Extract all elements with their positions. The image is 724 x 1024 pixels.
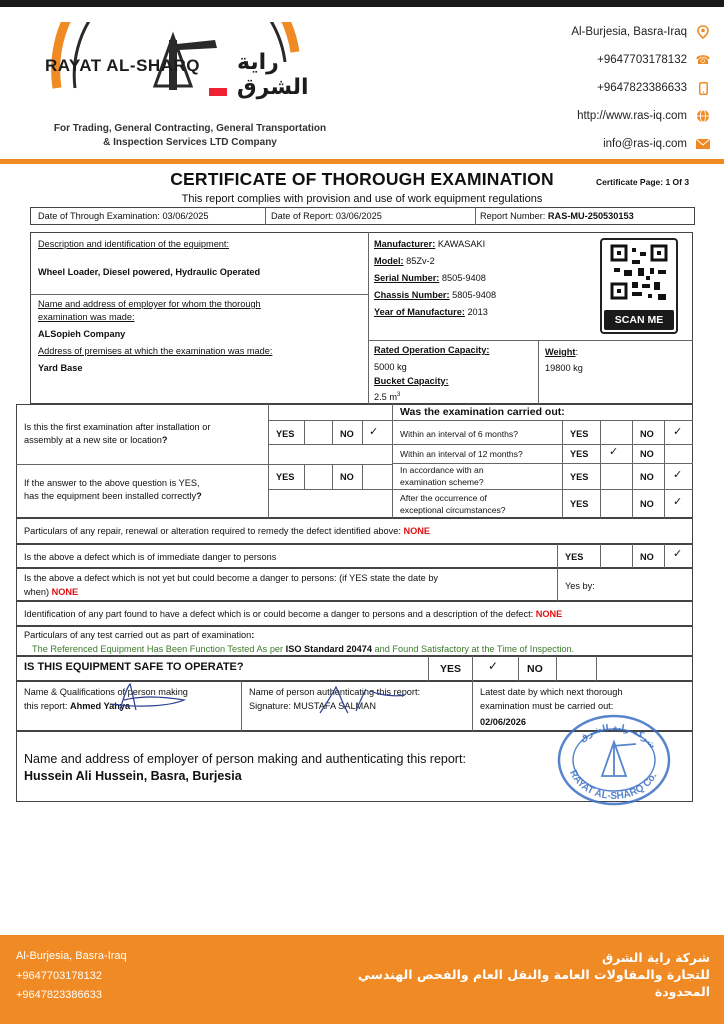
after-no[interactable]: NO	[640, 499, 654, 509]
footer-ar-line-3: المحدودة	[654, 984, 710, 999]
logo-text-ar: راية الشرق	[237, 50, 309, 100]
i12-yes-check: ✓	[609, 446, 619, 458]
weight-label: Weight	[545, 347, 576, 357]
q1-no[interactable]: NO	[340, 429, 354, 439]
email-link[interactable]: info@ras-iq.com	[603, 138, 687, 150]
employer-value: ALSopieh Company	[38, 329, 126, 339]
auth-label-2: Signature: MUSTAFA SALMAN	[249, 701, 376, 711]
model-value: 85Zv-2	[406, 256, 435, 266]
year-value: 2013	[467, 307, 488, 317]
i12-yes[interactable]: YES	[570, 449, 589, 459]
contact-phone-2	[490, 74, 710, 102]
envelope-icon	[696, 137, 710, 151]
test-value-2: and Found Satisfactory at the Time of Inspection.	[371, 644, 575, 654]
footer	[0, 935, 724, 1024]
globe-icon	[696, 109, 710, 123]
after-no-check: ✓	[673, 496, 683, 508]
footer-ar-line-2: للتجارة والمقاولات العامة والنقل العام والفحص الهندسي	[358, 967, 710, 982]
address-text: Al-Burjesia, Basra-Iraq	[571, 26, 687, 38]
q1-line2	[24, 434, 168, 446]
q1-line1: Is this the first examination after installation or	[24, 422, 211, 432]
test-label	[24, 629, 254, 641]
footer-contact	[16, 947, 127, 1006]
q2-yes[interactable]: YES	[276, 472, 295, 482]
danger-text: Is the above a defect which is of immediate danger to persons	[24, 552, 277, 562]
mobile-icon	[696, 81, 710, 95]
footer-ar-line-1: شركة راية الشرق	[601, 950, 710, 965]
safe-yes[interactable]: YES	[440, 663, 462, 675]
weight-colon: :	[575, 347, 579, 357]
bucket-value	[374, 389, 400, 403]
premises-value: Yard Base	[38, 363, 83, 373]
desc-label: Description and identification of the equipment:	[38, 239, 230, 249]
maker-value: Ahmed Yahya	[69, 701, 131, 711]
q2-line2-text: has the equipment been installed correctly	[24, 491, 197, 501]
q2-line2	[24, 490, 202, 502]
tagline-line-2: & Inspection Services LTD Company	[103, 137, 277, 148]
model	[374, 255, 435, 267]
test-value-1: The Referenced Equipment Has Been Function Tested As per	[32, 644, 286, 654]
year-label: Year of Manufacture:	[374, 307, 465, 317]
danger-no-check: ✓	[673, 548, 683, 560]
q1-mark: ?	[161, 435, 168, 445]
q1-yes[interactable]: YES	[276, 429, 295, 439]
footer-company-ar	[358, 949, 710, 1000]
footer-phone-2[interactable]: +9647823386633	[16, 989, 102, 1001]
serial-label: Serial Number:	[374, 273, 440, 283]
top-dark-bar	[0, 0, 724, 7]
q1-line2-text: assembly at a new site or location	[24, 435, 162, 445]
scheme-2: examination scheme?	[400, 477, 484, 487]
company-logo	[45, 22, 345, 102]
certificate-title: CERTIFICATE OF THOROUGH EXAMINATION	[170, 169, 554, 189]
q1-no-check: ✓	[369, 426, 379, 438]
bucket-unit-sup: 3	[396, 392, 401, 398]
phone-2-text[interactable]: +9647823386633	[597, 82, 687, 94]
report-number-value: RAS-MU-250530153	[547, 211, 634, 221]
contact-website	[490, 102, 710, 130]
safe-no[interactable]: NO	[527, 663, 543, 675]
chassis-label: Chassis Number:	[374, 290, 450, 300]
scheme-no-check: ✓	[673, 469, 683, 481]
test-value	[32, 643, 574, 655]
repair-value: NONE	[403, 526, 430, 536]
i12-no[interactable]: NO	[640, 449, 654, 459]
repair-label: Particulars of any repair, renewal or alteration required to remedy the defect identified above:	[24, 526, 404, 536]
scheme-yes[interactable]: YES	[570, 472, 589, 482]
phone-1-text[interactable]: +9647703178132	[597, 54, 687, 66]
safe-question: IS THIS EQUIPMENT SAFE TO OPERATE?	[24, 661, 244, 673]
footer-address: Al-Burjesia, Basra-Iraq	[16, 950, 127, 962]
qr-code[interactable]	[600, 238, 678, 334]
auth-label-1: Name of person authenticating this report:	[249, 687, 421, 697]
logo-text-en: RAYAT AL-SHARQ	[45, 56, 200, 75]
manufacturer	[374, 238, 485, 250]
test-colon: :	[251, 630, 255, 640]
next-label-2: examination must be carried out:	[480, 701, 614, 711]
future-text-1: Is the above a defect which is not yet but could become a danger to persons: (if YES state the date by	[24, 573, 439, 583]
qr-caption: SCAN ME	[604, 310, 674, 330]
rated-label: Rated Operation Capacity:	[374, 345, 490, 355]
q2-line1: If the answer to the above question is YES,	[24, 478, 200, 488]
scheme-no[interactable]: NO	[640, 472, 654, 482]
interval-6: Within an interval of 6 months?	[400, 429, 518, 439]
premises-label: Address of premises at which the examination was made:	[38, 346, 273, 356]
footer-phone-1[interactable]: +9647703178132	[16, 969, 102, 982]
i6-no[interactable]: NO	[640, 429, 654, 439]
safe-yes-check: ✓	[488, 659, 499, 673]
contact-phone-1	[490, 46, 710, 74]
tagline-line-1: For Trading, General Contracting, General Transportation	[53, 123, 327, 134]
qr-pattern	[602, 240, 676, 310]
phone-icon: ☎	[695, 53, 711, 67]
i6-no-check: ✓	[673, 426, 683, 438]
website-link[interactable]: http://www.ras-iq.com	[577, 110, 687, 122]
after-2: exceptional circumstances?	[400, 505, 506, 515]
contact-block	[490, 18, 710, 158]
certificate-subtitle: This report complies with provision and use of work equipment regulations	[181, 193, 543, 205]
serial	[374, 272, 486, 284]
report-date: Date of Report: 03/06/2025	[271, 211, 382, 221]
chassis-value: 5805-9408	[452, 290, 497, 300]
repair-text	[24, 525, 430, 537]
bucket-value-text: 2.5 m	[374, 392, 397, 403]
maker-signature	[90, 682, 190, 714]
weight-value: 19800 kg	[545, 363, 583, 373]
rated-value: 5000 kg	[374, 362, 407, 372]
interval-12: Within an interval of 12 months?	[400, 449, 523, 459]
employer-of-person-label: Name and address of employer of person making and authenticating this report:	[24, 752, 466, 766]
company-tagline	[40, 122, 340, 150]
certificate-page: Certificate Page: 1 Of 3	[596, 177, 690, 187]
next-label-1: Latest date by which next thorough	[480, 687, 623, 697]
after-yes[interactable]: YES	[570, 499, 589, 509]
after-1: After the occurrence of	[400, 493, 487, 503]
q2-no[interactable]: NO	[340, 472, 354, 482]
contact-email	[490, 130, 710, 158]
future-label-2: when)	[24, 587, 52, 597]
carried-out-title: Was the examination carried out:	[400, 406, 565, 418]
ident-value: NONE	[535, 609, 563, 619]
model-label: Model:	[374, 256, 404, 266]
ident-label: Identification of any part found to have a defect which is or could become a danger to persons and a description of the defect:	[24, 609, 536, 619]
bucket-label: Bucket Capacity:	[374, 376, 449, 386]
scheme-1: In accordance with an	[400, 465, 484, 475]
year	[374, 306, 488, 318]
future-value: NONE	[51, 587, 79, 597]
auth-signature	[300, 683, 410, 717]
stamp-text: RAYAT AL-SHARQ Co.	[567, 768, 660, 802]
danger-yes[interactable]: YES	[565, 552, 584, 562]
serial-value: 8505-9408	[441, 273, 486, 283]
future-text-2	[24, 586, 78, 598]
weight	[545, 346, 578, 358]
company-stamp	[556, 714, 672, 806]
maker-label-1: Name & Qualifications of person making	[24, 687, 188, 697]
exam-date: Date of Through Examination: 03/06/2025	[38, 211, 209, 221]
employer-label-2: examination was made:	[38, 312, 135, 322]
manufacturer-label: Manufacturer:	[374, 239, 436, 249]
manufacturer-value: KAWASAKI	[437, 239, 486, 249]
q2-mark: ?	[196, 491, 202, 501]
danger-no[interactable]: NO	[640, 552, 654, 562]
chassis	[374, 289, 496, 301]
stamp-text-ar: شركة راية الشرق	[577, 723, 658, 751]
report-number-label: Report Number:	[480, 211, 548, 221]
yes-by: Yes by:	[565, 581, 595, 591]
desc-value: Wheel Loader, Diesel powered, Hydraulic Operated	[38, 267, 261, 277]
test-label-text: Particulars of any test carried out as part of examination	[24, 630, 252, 640]
employer-label-1: Name and address of employer for whom the thorough	[38, 299, 261, 309]
next-date: 02/06/2026	[480, 717, 526, 727]
report-number	[480, 210, 634, 222]
test-standard: ISO Standard 20474	[285, 644, 372, 654]
location-pin-icon	[696, 25, 710, 39]
employer-of-person-value: Hussein Ali Hussein, Basra, Burjesia	[24, 769, 242, 783]
orange-divider	[0, 159, 724, 164]
ident-text	[24, 608, 562, 620]
i6-yes[interactable]: YES	[570, 429, 589, 439]
contact-address	[490, 18, 710, 46]
maker-label-2-text: this report:	[24, 701, 70, 711]
